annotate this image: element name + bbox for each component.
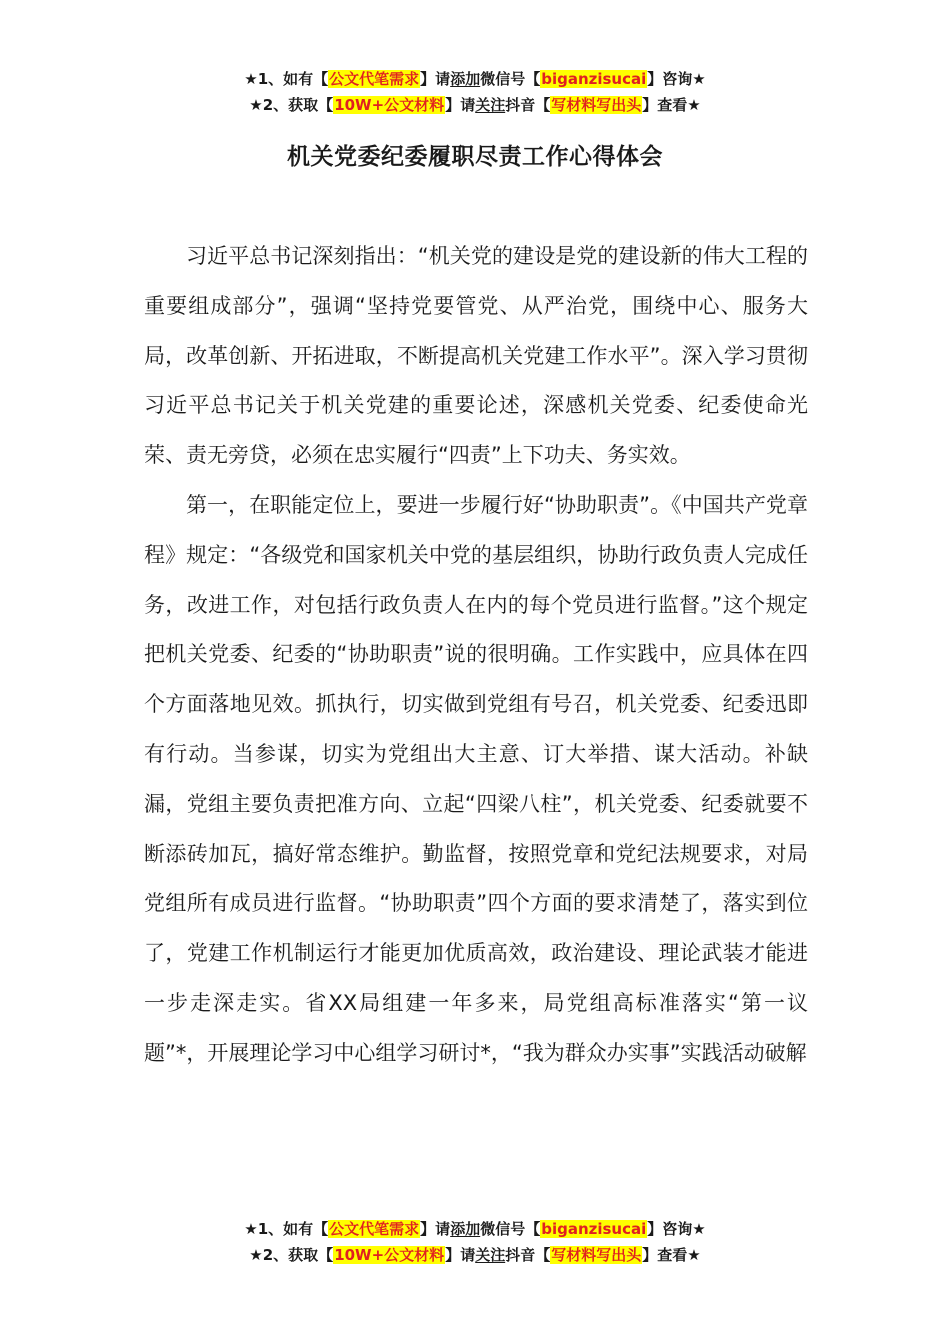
document-title: 机关党委纪委履职尽责工作心得体会 — [287, 144, 663, 170]
banner-underline-add: 添加 — [450, 1220, 481, 1238]
banner-text: ★2、获取【 — [249, 1246, 334, 1264]
header-banner — [0, 66, 950, 118]
body-paragraph-2: 第一，在职能定位上，要进一步履行好“协助职责”。《中国共产党章程》规定：“各级党和国家机关中党的基层组织，协助行政负责人完成任务，改进工作，对包括行政负责人在内的每个党员进行监督。”这个规定把机关党委、纪委的“协助职责”说的很明确。工作实践中，应具体在四个方面落地见效。抓执行，切实做到党组有号召，机关党委、纪委迅即有行动。当参谋，切实为党组出大主意、订大举措、谋大活动。补缺漏，党组主要负责把准方向、立起“四梁八柱”，机关党委、纪委就要不断添砖加瓦，搞好常态维护。勤监督，按照党章和党纪法规要求，对局党组所有成员进行监督。“协助职责”四个方面的要求清楚了，落实到位了，党建工作机制运行才能更加优质高效，政治建设、理论武装才能进一步走深走实。省XX局组建一年多来，局党组高标准落实“第一议题”*，开展理论学习中心组学习研讨*，“我为群众办实事”实践活动破解 — [144, 492, 808, 1065]
banner-text: 微信号【 — [480, 70, 541, 88]
banner-text: 】咨询★ — [647, 1220, 706, 1238]
banner-text: 】请 — [420, 1220, 451, 1238]
body-paragraph-1: 习近平总书记深刻指出：“机关党的建设是党的建设新的伟大工程的重要组成部分”，强调“坚持党要管党、从严治党，围绕中心、服务大局，改革创新、开拓进取，不断提高机关党建工作水平”。深入学习贯彻习近平总书记关于机关党建的重要论述，深感机关党委、纪委使命光荣、责无旁贷，必须在忠实履行“四责”上下功夫、务实效。 — [144, 244, 808, 468]
banner-underline-add: 添加 — [450, 70, 481, 88]
banner-highlight-douyin-account: 写材料写出头 — [551, 96, 642, 114]
footer-banner — [0, 1216, 950, 1268]
banner-underline-follow: 关注 — [475, 1246, 506, 1264]
banner-underline-follow: 关注 — [475, 96, 506, 114]
banner-text: ★2、获取【 — [249, 96, 334, 114]
banner-highlight-service: 公文代笔需求 — [329, 70, 420, 88]
banner-highlight-materials: 10W+公文材料 — [334, 96, 445, 114]
banner-highlight-materials: 10W+公文材料 — [334, 1246, 445, 1264]
banner-text: 抖音【 — [505, 96, 551, 114]
banner-text: 】咨询★ — [647, 70, 706, 88]
banner-highlight-wechat-id: biganzisucai — [541, 1220, 647, 1238]
banner-text: ★1、如有【 — [244, 1220, 329, 1238]
banner-text: 】查看★ — [642, 96, 701, 114]
banner-text: ★1、如有【 — [244, 70, 329, 88]
document-body — [144, 232, 808, 1079]
header-banner-line-1 — [0, 66, 950, 92]
banner-text: 微信号【 — [480, 1220, 541, 1238]
header-banner-line-2 — [0, 92, 950, 118]
banner-highlight-wechat-id: biganzisucai — [541, 70, 647, 88]
banner-highlight-service: 公文代笔需求 — [329, 1220, 420, 1238]
banner-text: 】请 — [445, 96, 476, 114]
banner-highlight-douyin-account: 写材料写出头 — [551, 1246, 642, 1264]
footer-banner-line-2 — [0, 1242, 950, 1268]
banner-text: 抖音【 — [505, 1246, 551, 1264]
banner-text: 】查看★ — [642, 1246, 701, 1264]
footer-banner-line-1 — [0, 1216, 950, 1242]
banner-text: 】请 — [420, 70, 451, 88]
banner-text: 】请 — [445, 1246, 476, 1264]
